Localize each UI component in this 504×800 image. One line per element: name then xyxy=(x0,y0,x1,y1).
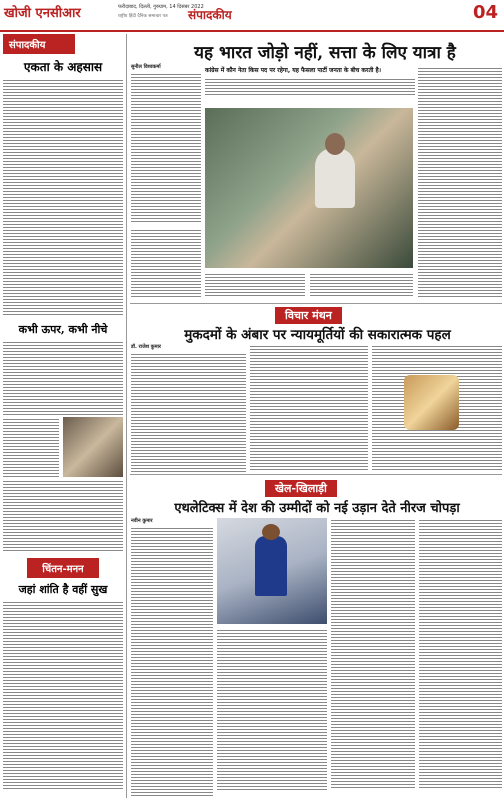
sports-col-4 xyxy=(419,518,502,790)
middle-body-bottom xyxy=(3,479,123,552)
middle-title: कभी ऊपर, कभी नीचे xyxy=(18,323,108,336)
vichar-col-2 xyxy=(250,344,368,470)
editorial-body xyxy=(3,78,123,316)
main-col-3-lower xyxy=(310,272,413,298)
header-section: संपादकीय xyxy=(188,8,232,22)
page-number: 04 xyxy=(472,2,498,23)
main-lead-text: कांग्रेस में कौन नेता किस पद पर रहेगा, यह फैसला पार्टी जनता के बीच करती है। xyxy=(205,67,382,74)
middle-photo xyxy=(63,417,123,477)
main-col-1 xyxy=(131,64,201,224)
chintan-body xyxy=(3,600,123,790)
photo-figure-head xyxy=(325,133,345,155)
chintan-title: जहां शांति है वहीं सुख xyxy=(18,583,108,596)
sports-col-2 xyxy=(217,628,327,790)
main-byline: सुनील विश्वकर्मा xyxy=(131,64,161,70)
sports-label: खेल-खिलाड़ी xyxy=(265,480,337,497)
column-divider xyxy=(126,34,127,798)
sports-byline: नवीन कुमार xyxy=(131,518,153,524)
athlete-photo xyxy=(217,518,327,624)
middle-article xyxy=(3,340,123,552)
header-subline: राष्ट्रीय हिंदी दैनिक समाचार पत्र xyxy=(118,14,168,19)
middle-body-top xyxy=(3,340,123,415)
left-column xyxy=(3,34,123,798)
athlete-head xyxy=(262,524,280,540)
chintan-label: चिंतन-मनन xyxy=(27,558,99,578)
vichar-label: विचार मंथन xyxy=(275,307,342,324)
athlete-figure xyxy=(255,536,287,596)
middle-body-left xyxy=(3,417,59,477)
main-col-1-body xyxy=(131,72,201,222)
sports-headline: एथलेटिक्स में देश की उम्मीदों को नई उड़ान देते नीरज चोपड़ा xyxy=(174,501,460,516)
header-date: फरीदाबाद, दिल्ली, गुरुग्राम, 14 दिसंबर 2022 xyxy=(118,4,204,10)
main-col-2-lower xyxy=(205,272,305,298)
vichar-byline: डॉ. राजेश कुमार xyxy=(131,344,161,350)
gavel-image xyxy=(404,375,459,430)
photo-figure xyxy=(315,148,355,208)
main-col-4 xyxy=(418,66,502,298)
main-col-1-lower xyxy=(131,228,201,298)
main-headline: यह भारत जोड़ो नहीं, सत्ता के लिए यात्रा है xyxy=(194,43,456,63)
editorial-title: एकता के अहसास xyxy=(23,60,103,74)
editorial-label: संपादकीय xyxy=(3,34,75,54)
main-photo xyxy=(205,108,413,268)
vichar-headline: मुकदमों के अंबार पर न्यायमूर्तियों की सकारात्मक पहल xyxy=(184,327,451,343)
main-lead xyxy=(205,66,415,106)
page-header xyxy=(0,0,504,32)
masthead: खोजी एनसीआर xyxy=(4,6,81,21)
sports-col-1 xyxy=(131,518,213,798)
sports-col-3 xyxy=(331,518,415,790)
vichar-col-1 xyxy=(131,344,246,472)
